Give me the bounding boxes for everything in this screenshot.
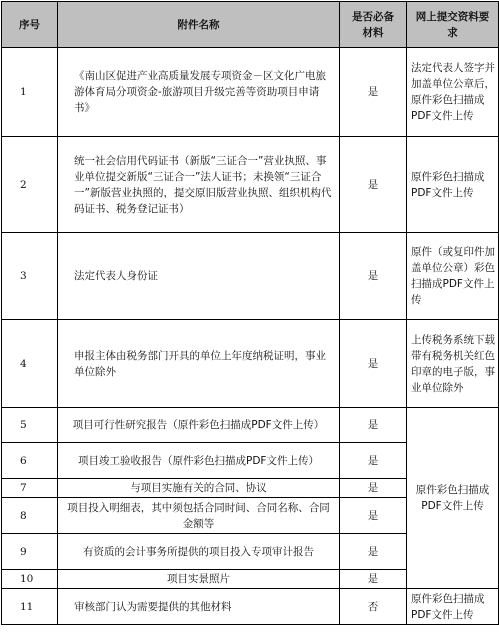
row-name: 法定代表人身份证 bbox=[58, 233, 340, 320]
row-upload: 原件彩色扫描成PDF文件上传 bbox=[407, 589, 499, 625]
row-required: 否 bbox=[340, 589, 407, 625]
row-required: 是 bbox=[340, 233, 407, 320]
row-name: 与项目实施有关的合同、协议 bbox=[58, 479, 340, 498]
table-row bbox=[2, 320, 499, 408]
row-upload: 原件（或复印件加盖单位公章）彩色扫描成PDF文件上传 bbox=[407, 233, 499, 320]
header-upload: 网上提交资料要求 bbox=[407, 2, 499, 48]
row-seq: 6 bbox=[2, 443, 58, 479]
header-seq: 序号 bbox=[2, 2, 58, 48]
row-seq: 8 bbox=[2, 498, 58, 534]
row-required: 是 bbox=[340, 408, 407, 443]
row-required: 是 bbox=[340, 479, 407, 498]
table-row bbox=[2, 233, 499, 320]
row-name: 项目投入明细表，其中须包括合同时间、合同名称、合同金额等 bbox=[58, 498, 340, 534]
row-seq: 11 bbox=[2, 589, 58, 625]
row-seq: 3 bbox=[2, 233, 58, 320]
row-required: 是 bbox=[340, 137, 407, 233]
row-name: 统一社会信用代码证书（新版“三证合一”营业执照、事业单位提交新版“三证合一”法人证书；未换领“三证合一”新版营业执照的，提交原旧版营业执照、组织机构代码证书、税务登记证书） bbox=[58, 137, 340, 233]
row-seq: 4 bbox=[2, 320, 58, 408]
table-row bbox=[2, 48, 499, 137]
row-required: 是 bbox=[340, 498, 407, 534]
row-seq: 2 bbox=[2, 137, 58, 233]
row-name: 项目可行性研究报告（原件彩色扫描成PDF文件上传） bbox=[58, 408, 340, 443]
row-seq: 5 bbox=[2, 408, 58, 443]
row-name: 审核部门认为需要提供的其他材料 bbox=[58, 589, 340, 625]
table-row bbox=[2, 589, 499, 625]
row-upload-merged: 原件彩色扫描成PDF文件上传 bbox=[407, 408, 499, 589]
row-upload: 原件彩色扫描成PDF文件上传 bbox=[407, 137, 499, 233]
row-required: 是 bbox=[340, 48, 407, 137]
row-upload: 法定代表人签字并加盖单位公章后，原件彩色扫描成PDF文件上传 bbox=[407, 48, 499, 137]
row-seq: 7 bbox=[2, 479, 58, 498]
row-seq: 1 bbox=[2, 48, 58, 137]
table-row bbox=[2, 137, 499, 233]
row-upload: 上传税务系统下载带有税务机关红色印章的电子版，事业单位除外 bbox=[407, 320, 499, 408]
row-name: 申报主体由税务部门开具的单位上年度纳税证明，事业单位除外 bbox=[58, 320, 340, 408]
row-seq: 9 bbox=[2, 534, 58, 570]
header-required: 是否必备材料 bbox=[340, 2, 407, 48]
row-required: 是 bbox=[340, 443, 407, 479]
row-name: 项目实景照片 bbox=[58, 570, 340, 589]
row-required: 是 bbox=[340, 320, 407, 408]
row-seq: 10 bbox=[2, 570, 58, 589]
header-row bbox=[2, 2, 499, 48]
row-required: 是 bbox=[340, 570, 407, 589]
row-name: 项目竣工验收报告（原件彩色扫描成PDF文件上传） bbox=[58, 443, 340, 479]
row-required: 是 bbox=[340, 534, 407, 570]
table-row bbox=[2, 408, 499, 443]
row-name: 《南山区促进产业高质量发展专项资金－区文化广电旅游体育局分项资金-旅游项目升级完善等资助项目申请书》 bbox=[58, 48, 340, 137]
row-name: 有资质的会计事务所提供的项目投入专项审计报告 bbox=[58, 534, 340, 570]
attachment-table bbox=[1, 1, 499, 625]
header-name: 附件名称 bbox=[58, 2, 340, 48]
